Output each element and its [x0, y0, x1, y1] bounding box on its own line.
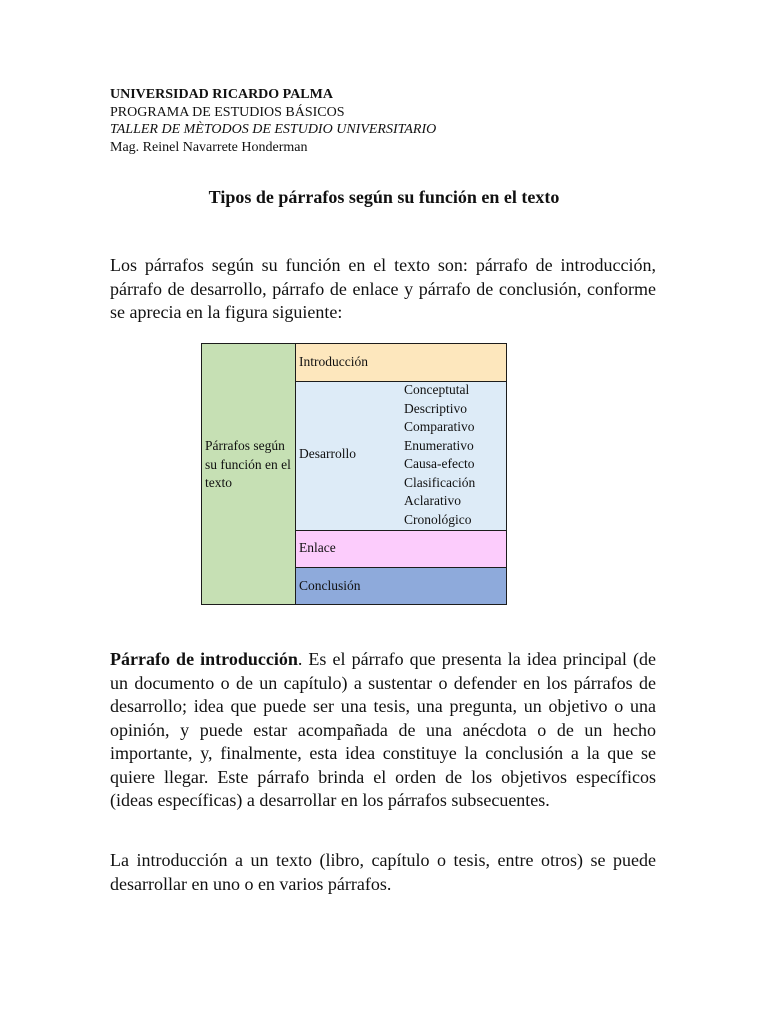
- desarrollo-subtype-list: [404, 381, 475, 529]
- program-name: PROGRAMA DE ESTUDIOS BÁSICOS: [110, 104, 345, 120]
- lead-term: Párrafo de introducción: [110, 649, 298, 669]
- figure-root-label: Párrafos según su función en el texto: [205, 438, 291, 490]
- introduccion-definition-paragraph: [110, 648, 656, 813]
- document-header: [110, 86, 436, 156]
- list-item: Comparativo: [404, 419, 475, 434]
- list-item: Cronológico: [404, 511, 472, 527]
- figure-category-introduccion: [295, 343, 507, 382]
- list-item: Descriptivo: [404, 400, 467, 416]
- category-label: Enlace: [299, 540, 336, 555]
- author-name: Mag. Reinel Navarrete Honderman: [110, 139, 308, 155]
- figure-root-box: [201, 343, 296, 605]
- introduccion-followup-paragraph: La introducción a un texto (libro, capítulo o tesis, entre otros) se puede desarrollar en uno o en varios párrafos.: [110, 850, 656, 894]
- category-label: Conclusión: [299, 578, 361, 593]
- category-label: Introducción: [299, 354, 368, 369]
- workshop-name: TALLER DE MÈTODOS DE ESTUDIO UNIVERSITARIO: [110, 122, 437, 137]
- list-item: Clasificación: [404, 474, 476, 490]
- definition-text: . Es el párrafo que presenta la idea principal (de un documento o de un capítulo) a sustentar o defender en los párrafos de desarrollo; idea que puede ser una tesis, una pregunta, un objetivo o una opinión, y puede estar acompañada de una anécdota o de un hecho importante, y, finalmente, esta idea constituye la conclusión a la que se quiere llegar. Este párrafo brinda el orden de los objetivos específicos (ideas específicas) a desarrollar en los párrafos subsecuentes.: [110, 649, 656, 810]
- list-item: Causa-efecto: [404, 456, 475, 471]
- figure-category-enlace: [295, 530, 507, 568]
- list-item: Enumerativo: [404, 437, 474, 453]
- document-title: Tipos de párrafos según su función en el texto: [208, 187, 560, 207]
- intro-paragraph: Los párrafos según su función en el texto son: párrafo de introducción, párrafo de desarrollo, párrafo de enlace y párrafo de conclusión, conforme se aprecia en la figura siguiente:: [110, 255, 656, 322]
- figure-category-conclusion: [295, 567, 507, 605]
- university-name: UNIVERSIDAD RICARDO PALMA: [110, 87, 333, 102]
- figure-category-desarrollo: [295, 381, 507, 531]
- list-item: Aclarativo: [404, 493, 461, 508]
- paragraph-types-figure: [201, 343, 507, 605]
- list-item: Conceptutal: [404, 382, 470, 397]
- category-label: Desarrollo: [299, 446, 356, 461]
